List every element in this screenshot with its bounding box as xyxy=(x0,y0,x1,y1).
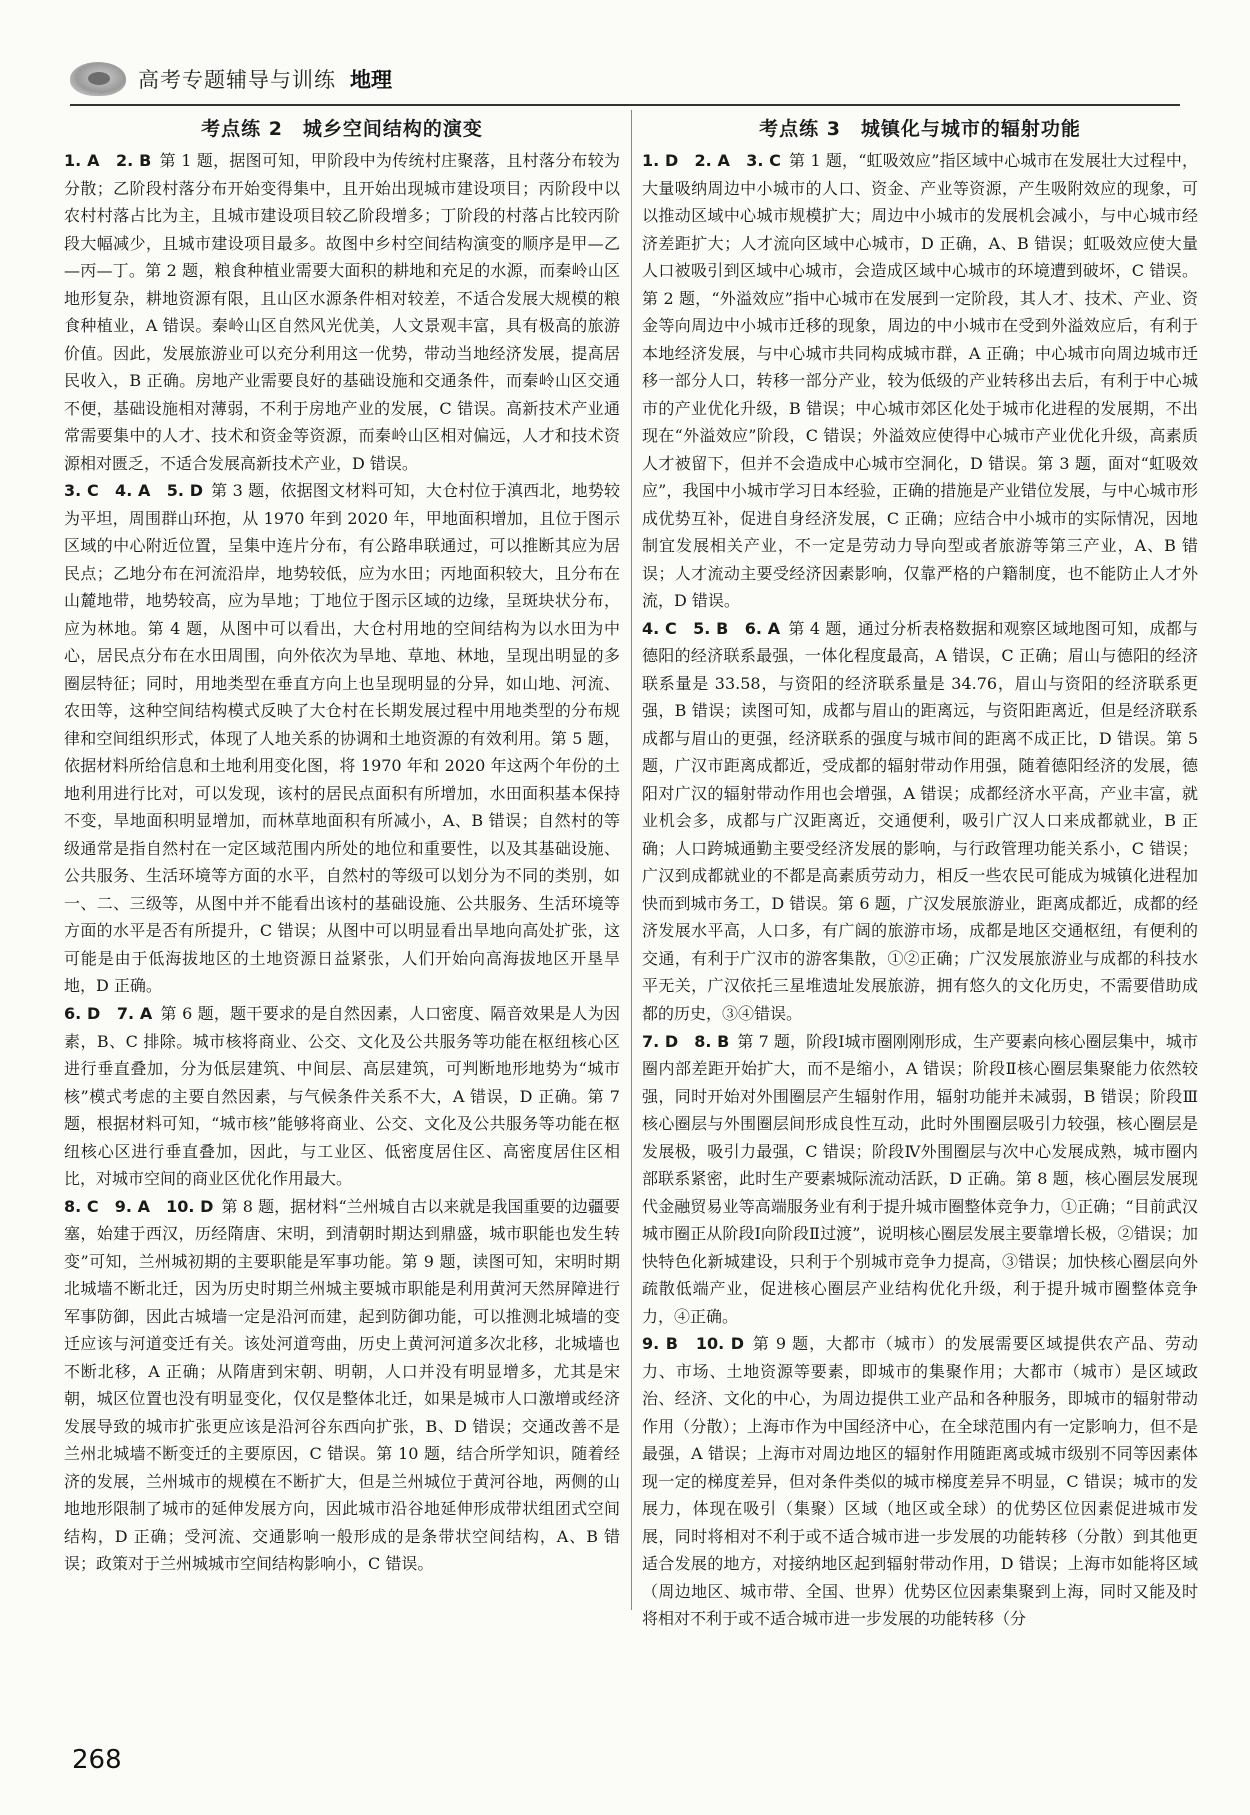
answer-explanation: 第 6 题，题干要求的是自然因素，人口密度、隔音效果是人为因素，B、C 排除。城市核将商业、公交、文化及公共服务等功能在枢纽核心区进行垂直叠加，分为低层建筑、中间层、高层建筑，可判断地形地势为“城市核”模式考虑的主要自然因素，与气候条件关系不大，A 错误，D 正确。第 7 题，根据材料可知，“城市核”能够将商业、公交、文化及公共服务等功能在枢纽核心区进行垂直叠加，因此，与工业区、低密度居住区、高密度居住区相比，对城市空间的商业区优化作用最大。 xyxy=(64,1003,620,1189)
answer-explanation: 第 4 题，通过分析表格数据和观察区域地图可知，成都与德阳的经济联系最强，一体化程度最高，A 错误，C 正确；眉山与德阳的经济联系量是 33.58，与资阳的经济联系量是 34.76，眉山与资阳的经济联系更强，B 错误；读图可知，成都与眉山的距离远，与资阳距离近，但是经济联系成都与眉山的更强，经济联系的强度与城市间的距离不成正比，D 错误。第 5 题，广汉市距离成都近，受成都的辐射带动作用强，随着德阳经济的发展，德阳对广汉的辐射带动作用也会增强，A 错误；成都经济水平高，产业丰富，就业机会多，成都与广汉距离近，交通便利，吸引广汉人口来成都就业，B 正确；人口跨城通勤主要受经济发展的影响，与行政管理功能关系小，C 错误；广汉到成都就业的不都是高素质劳动力，相反一些农民可能成为城镇化进程加快而到城市务工，D 错误。第 6 题，广汉发展旅游业，距离成都近，成都的经济发展水平高，人口多，有广阔的旅游市场，成都是地区交通枢纽，有便利的交通，有利于广汉市的游客集散，①②正确；广汉发展旅游业与成都的科技水平无关，广汉依托三星堆遗址发展旅游，拥有悠久的文化历史，不需要借助成都的历史，③④错误。 xyxy=(642,618,1198,1023)
right-column xyxy=(642,114,1198,1633)
column-divider xyxy=(631,110,632,1610)
answer-explanation: 第 3 题，依据图文材料可知，大仓村位于滇西北，地势较为平坦，周围群山环抱，从 1970 年到 2020 年，甲地面积增加，且位于图示区域的中心附近位置，呈集中连片分布，有公路串联通过，可以推断其应为居民点；乙地分布在河流沿岸，地势较低，应为水田；丙地面积较大，且分布在山麓地带，地势较高，应为旱地；丁地位于图示区域的边缘，呈斑块状分布，应为林地。第 4 题，从图中可以看出，大仓村用地的空间结构为以水田为中心，居民点分布在水田周围，向外依次为旱地、草地、林地，呈现出明显的多圈层特征；同时，用地类型在垂直方向上也呈现明显的分异，如山地、河流、农田等，这种空间结构模式反映了大仓村在长期发展过程中用地类型的分布规律和空间组织形式，体现了人地关系的协调和土地资源的有效利用。第 5 题，依据材料所给信息和土地利用变化图，将 1970 年和 2020 年这两个年份的土地利用进行比对，可以发现，该村的居民点面积有所增加，水田面积基本保持不变，旱地面积明显增加，而林草地面积有所减小，A、B 错误；自然村的等级通常是指自然村在一定区域范围内所处的地位和重要性，以及其基础设施、公共服务、生活环境等方面的水平，自然村的等级可以划分为不同的类别，如一、二、三级等，从图中并不能看出该村的基础设施、公共服务、生活环境等方面的水平是否有所提升，C 错误；从图中可以明显看出旱地向高处扩张，这可能是由于低海拔地区的土地资源日益紧张，人们开始向高海拔地区开垦旱地，D 正确。 xyxy=(64,481,620,996)
section-title: 考点练 2 城乡空间结构的演变 xyxy=(201,118,483,140)
answer-numbers: 1. A 2. B xyxy=(64,151,152,170)
answer-item xyxy=(64,477,620,1000)
subject-title: 地理 xyxy=(350,68,392,92)
answer-numbers: 3. C 4. A 5. D xyxy=(64,481,203,501)
answer-explanation: 第 8 题，据材料“兰州城自古以来就是我国重要的边疆要塞，始建于西汉，历经隋唐、宋明，到清朝时期达到鼎盛，城市职能也发生转变”可知，兰州城初期的主要职能是军事功能。第 9 题，读图可知，宋明时期北城墙不断北迁，因为历史时期兰州城主要城市职能是利用黄河天然屏障进行军事防御，因此古城墙一定是沿河而建，起到防御功能，可以推测北城墙的变迁应该与河道变迁有关。该处河道弯曲，历史上黄河河道多次北移，北城墙也不断北移，A 正确；从隋唐到宋朝、明朝，人口并没有明显增多，尤其是宋朝，城区位置也没有明显变化，仅仅是整体北迁，如果是城市人口激增或经济发展导致的城市扩张更应该是沿河谷东西向扩张，B、D 错误；交通改善不是兰州北城墙不断变迁的主要原因，C 错误。第 10 题，结合所学知识，随着经济的发展，兰州城市的规模在不断扩大，但是兰州城位于黄河谷地，两侧的山地地形限制了城市的延伸发展方向，因此城市沿谷地延伸形成带状组团式空间结构，D 正确；受河流、交通影响一般形成的是条带状空间结构，A、B 错误；政策对于兰州城城市空间结构影响小，C 错误。 xyxy=(64,1196,620,1574)
answer-numbers: 4. C 5. B 6. A xyxy=(642,618,781,638)
answer-item xyxy=(642,147,1198,615)
answer-explanation: 第 9 题，大都市（城市）的发展需要区域提供农产品、劳动力、市场、土地资源等要素，即城市的集聚作用；大都市（城市）是区域政治、经济、文化的中心，为周边提供工业产品和各种服务，即城市的辐射带动作用（分散）；上海市作为中国经济中心，在全球范围内有一定影响力，但不是最强，A 错误；上海市对周边地区的辐射作用随距离或城市级别不同等因素体现一定的梯度差异，但对条件类似的城市梯度差异不明显，C 错误；城市的发展力，体现在吸引（集聚）区域（地区或全球）的优势区位因素促进城市发展，同时将相对不利于或不适合城市进一步发展的功能转移（分散）到其他更适合发展的地方，对接纳地区起到辐射带动作用，D 错误；上海市如能将区域（周边地区、城市带、全国、世界）优势区位因素集聚到上海，同时又能及时将相对不利于或不适合城市进一步发展的功能转移（分 xyxy=(642,1334,1198,1629)
left-column xyxy=(64,114,620,1578)
page-header xyxy=(70,58,630,100)
answer-numbers: 9. B 10. D xyxy=(642,1334,744,1354)
book-logo-icon xyxy=(70,62,126,96)
header-divider xyxy=(70,104,1180,106)
answer-item xyxy=(64,1000,620,1193)
answer-explanation: 第 1 题，“虹吸效应”指区域中心城市在发展壮大过程中，大量吸纳周边中小城市的人口、资金、产业等资源，产生吸附效应的现象，可以推动区域中心城市规模扩大；周边中小城市的发展机会减小，与中心城市经济差距扩大；人才流向区域中心城市，D 正确，A、B 错误；虹吸效应使大量人口被吸引到区域中心城市，会造成区域中心城市的环境遭到破坏，C 错误。第 2 题，“外溢效应”指中心城市在发展到一定阶段，其人才、技术、产业、资金等向周边中小城市迁移的现象，周边的中小城市在受到外溢效应后，有利于本地经济发展，与中心城市共同构成城市群，A 正确；中心城市向周边城市迁移一部分人口，转移一部分产业，较为低级的产业转移出去后，有利于中心城市的产业优化升级，B 错误；中心城市郊区化处于城市化进程的发展期，不出现在“外溢效应”阶段，C 错误；外溢效应使得中心城市产业优化升级，高素质人才被留下，但并不会造成中心城市空洞化，D 错误。第 3 题，面对“虹吸效应”，我国中小城市学习日本经验，正确的措施是产业错位发展，与中心城市形成优势互补，促进自身经济发展，C 正确；应结合中小城市的实际情况，因地制宜发展相关产业，不一定是劳动力导向型或者旅游等第三产业，A、B 错误；人才流动主要受经济因素影响，仅靠严格的户籍制度，也不能防止人才外流，D 错误。 xyxy=(642,151,1198,611)
answer-item xyxy=(64,1193,620,1578)
answer-item xyxy=(642,1028,1198,1331)
answer-numbers: 1. D 2. A 3. C xyxy=(642,151,781,170)
answer-item xyxy=(642,1330,1198,1633)
answer-item xyxy=(642,615,1198,1028)
section-title: 考点练 3 城镇化与城市的辐射功能 xyxy=(759,118,1081,140)
answer-numbers: 6. D 7. A xyxy=(64,1003,153,1023)
answer-numbers: 7. D 8. B xyxy=(642,1031,730,1051)
answer-explanation: 第 1 题，据图可知，甲阶段中为传统村庄聚落，且村落分布较为分散；乙阶段村落分布开始变得集中，且开始出现城市建设项目；丙阶段中以农村村落占比为主，且城市建设项目较乙阶段增多；丁阶段的村落占比较丙阶段大幅减少，且城市建设项目最多。故图中乡村空间结构演变的顺序是甲—乙—丙—丁。第 2 题，粮食种植业需要大面积的耕地和充足的水源，而秦岭山区地形复杂，耕地资源有限，且山区水源条件相对较差，不适合发展大规模的粮食种植业，A 错误。秦岭山区自然风光优美，人文景观丰富，具有极高的旅游价值。因此，发展旅游业可以充分利用这一优势，带动当地经济发展，提高居民收入，B 正确。房地产业需要良好的基础设施和交通条件，而秦岭山区交通不便，基础设施相对薄弱，不利于房地产业的发展，C 错误。高新技术产业通常需要集中的人才、技术和资金等资源，而秦岭山区相对偏远，人才和技术资源相对匮乏，不适合发展高新技术产业，D 错误。 xyxy=(64,151,620,473)
page-number: 268 xyxy=(72,1745,122,1775)
answer-item xyxy=(64,147,620,477)
answer-explanation: 第 7 题，阶段Ⅰ城市圈刚刚形成，生产要素向核心圈层集中，城市圈内部差距开始扩大，而不是缩小，A 错误；阶段Ⅱ核心圈层集聚能力依然较强，同时开始对外围圈层产生辐射作用，辐射功能并未减弱，B 错误；阶段Ⅲ核心圈层与外围圈层间形成良性互动，此时外围圈层吸引力较强，核心圈层是发展极，吸引力最强，C 错误；阶段Ⅳ外围圈层与次中心发展成熟，城市圈内部联系紧密，此时生产要素城际流动活跃，D 正确。第 8 题，核心圈层发展现代金融贸易业等高端服务业有利于提升城市圈整体竞争力，①正确；“目前武汉城市圈正从阶段Ⅰ向阶段Ⅱ过渡”，说明核心圈层发展主要靠增长极，②错误；加快特色化新城建设，只利于个别城市竞争力提高，③错误；加快核心圈层向外疏散低端产业，促进核心圈层产业结构优化升级，利于提升城市圈整体竞争力，④正确。 xyxy=(642,1031,1198,1326)
answer-numbers: 8. C 9. A 10. D xyxy=(64,1196,214,1216)
series-title: 高考专题辅导与训练 xyxy=(138,68,336,92)
